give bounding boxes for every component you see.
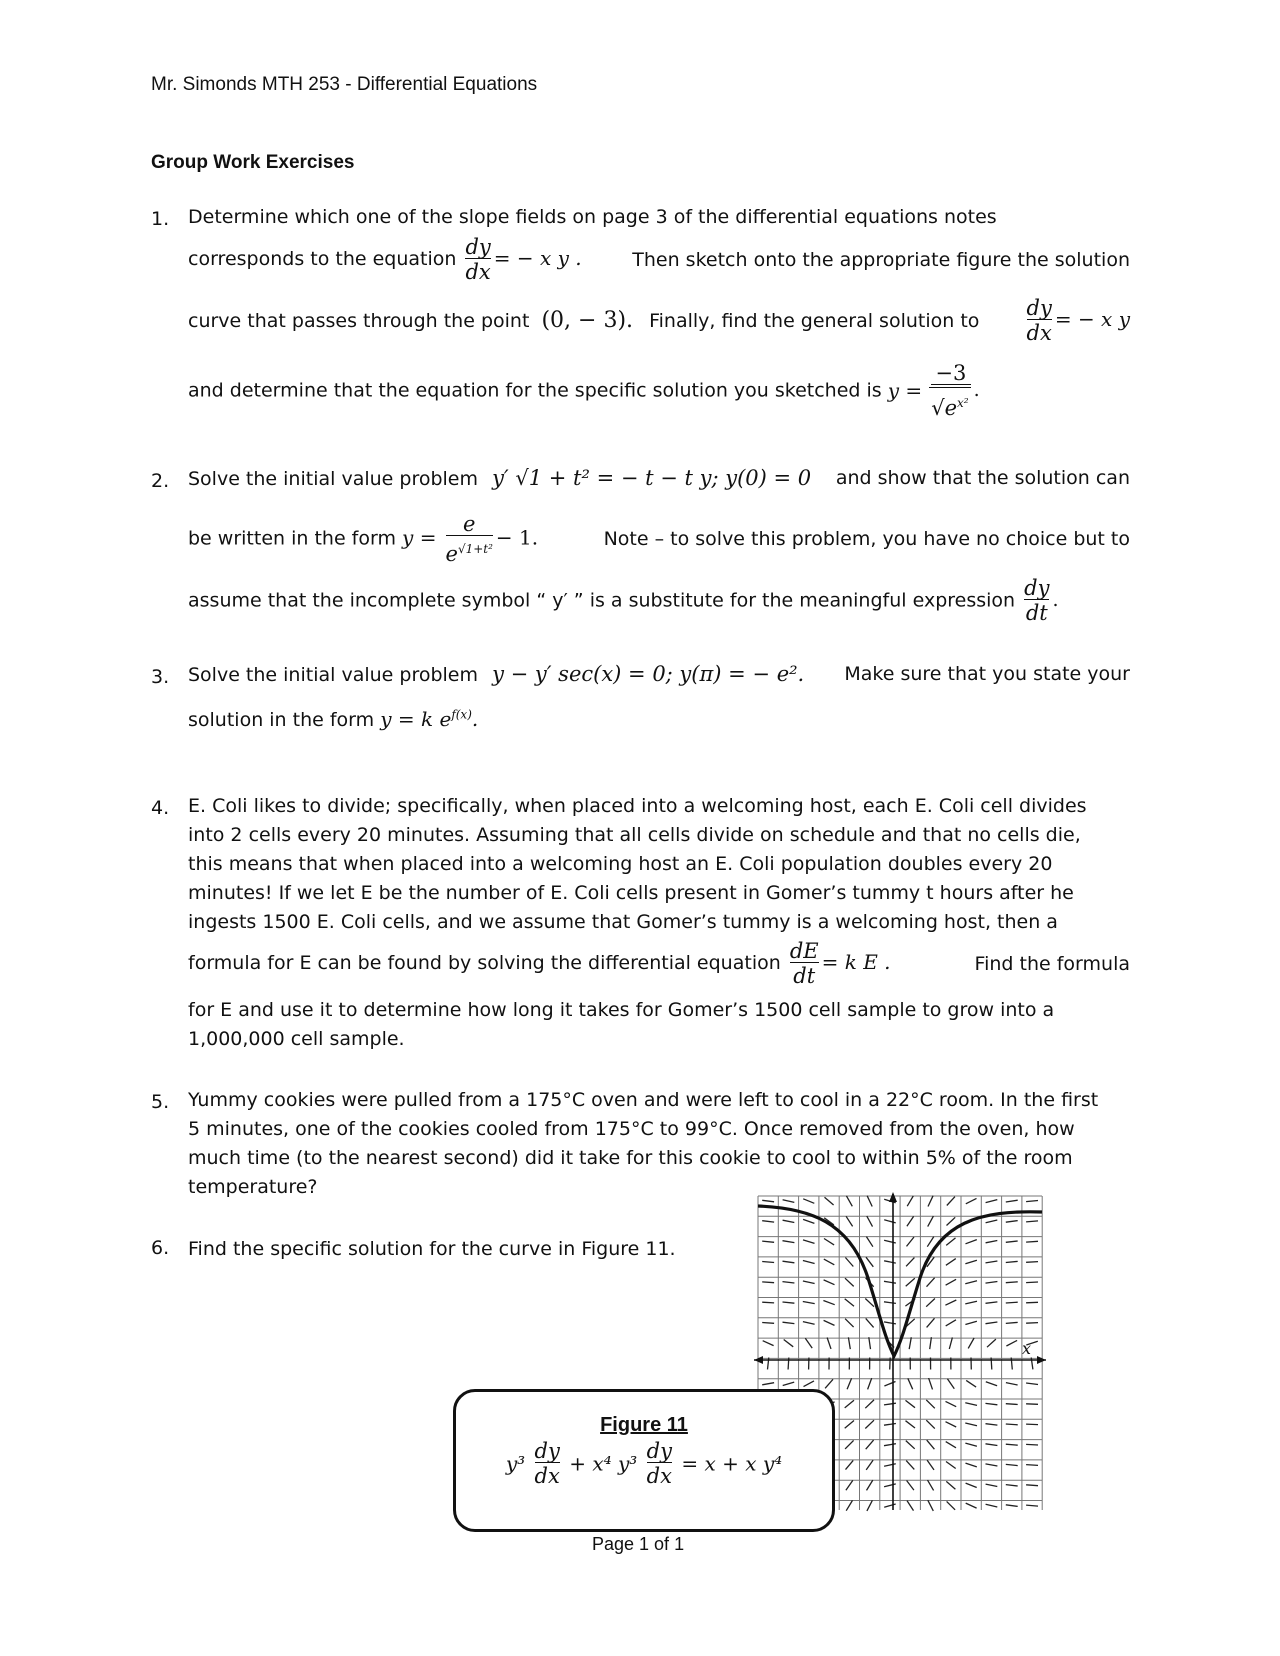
slope-segment (946, 1462, 956, 1469)
slope-segment (1026, 1424, 1038, 1425)
slope-segment (1026, 1465, 1038, 1466)
slope-segment (965, 1260, 977, 1264)
slope-segment (928, 1500, 934, 1511)
slope-segment (824, 1259, 835, 1265)
slope-segment (986, 1322, 998, 1324)
slope-segment (804, 1381, 815, 1387)
slope-segment (762, 1221, 774, 1222)
slope-segment (845, 1400, 854, 1408)
slope-segment (805, 1338, 812, 1348)
problem-number: 3. (151, 666, 170, 688)
slope-segment (846, 1500, 852, 1510)
slope-segment (986, 1382, 997, 1386)
slope-segment (783, 1282, 795, 1283)
slope-segment (868, 1378, 872, 1389)
slope-segment (947, 1501, 956, 1509)
text: Finally, find the general solution to (649, 310, 980, 332)
slope-segment (965, 1423, 977, 1426)
slope-segment (865, 1400, 874, 1408)
slope-segment (824, 1280, 835, 1285)
slope-segment (945, 1300, 956, 1305)
slope-segment (907, 1481, 914, 1491)
slope-segment (965, 1301, 977, 1304)
slope-segment (947, 1197, 955, 1206)
fraction-dy-dx: $\frac{dy}{dx}$ (1026, 296, 1052, 345)
slope-segment (762, 1282, 774, 1283)
text: E. Coli likes to divide; specifically, when placed into a welcoming host, each E. Coli cell divides (188, 795, 1087, 817)
slope-segment (884, 1484, 896, 1487)
slope-segment (867, 1216, 873, 1227)
problem-3-line-2 (188, 707, 1130, 731)
slope-segment (906, 1461, 914, 1470)
slope-segment (926, 1420, 935, 1428)
slope-segment (1026, 1262, 1038, 1263)
fraction-dE-dt: $\frac{dE}{dt}$ (789, 939, 819, 988)
fraction-dy-dx: $\frac{dy}{dx}$ (465, 235, 491, 284)
problem-4-line-5 (188, 911, 1130, 933)
slope-segment (986, 1220, 998, 1223)
ivp-equation: y′ √1 + t² = − t − t y; y(0) = 0 (492, 466, 812, 490)
problem-1-line-2 (188, 236, 1130, 283)
slope-segment (845, 1258, 853, 1267)
slope-segment (1006, 1424, 1018, 1425)
slope-segment (824, 1239, 834, 1245)
problem-4-line-6 (188, 940, 1130, 987)
slope-segment (1006, 1505, 1018, 1507)
slope-segment (823, 1301, 834, 1305)
slope-segment (965, 1403, 977, 1406)
equation-rhs: = k E . (821, 950, 891, 974)
slope-segment (946, 1481, 955, 1489)
slope-segment (866, 1440, 874, 1449)
slope-segment (1006, 1282, 1018, 1283)
slope-segment (965, 1443, 977, 1446)
slope-segment (986, 1241, 998, 1243)
slope-segment (884, 1281, 896, 1283)
problem-5-line-3 (188, 1147, 1130, 1169)
slope-segment (784, 1340, 794, 1347)
slope-segment (986, 1484, 998, 1486)
slope-segment (947, 1379, 954, 1389)
problem-4-line-1 (188, 795, 1130, 817)
slope-segment (928, 1216, 934, 1227)
slope-segment (846, 1480, 853, 1490)
slope-segment (909, 1337, 911, 1349)
y-equals: y = (402, 525, 437, 550)
course-header: Mr. Simonds MTH 253 - Differential Equations (151, 74, 538, 95)
slope-segment (968, 1338, 974, 1348)
slope-segment (783, 1302, 795, 1303)
slope-segment (907, 1216, 914, 1226)
slope-segment (866, 1257, 873, 1267)
equation-rhs: = − x y . (493, 246, 582, 270)
slope-segment (1026, 1485, 1038, 1486)
slope-segment (946, 1401, 957, 1406)
point: (0, − 3). (541, 308, 634, 333)
slope-segment (926, 1400, 935, 1408)
problem-1-line-1 (188, 206, 1130, 228)
solution-form: $\frac{e}{e^{√1+t^2}}$ (445, 512, 493, 566)
slope-segment (927, 1440, 935, 1449)
slope-segment (803, 1219, 814, 1223)
slope-segment (949, 1337, 952, 1349)
slope-segment (986, 1424, 998, 1425)
slope-segment (1006, 1464, 1018, 1465)
slope-segment (926, 1299, 935, 1307)
slope-segment (1006, 1200, 1018, 1202)
slope-segment (966, 1240, 977, 1244)
slope-segment (845, 1319, 854, 1327)
slope-segment (884, 1302, 896, 1304)
slope-segment (966, 1503, 977, 1508)
text: Note – to solve this problem, you have no choice but to (603, 528, 1130, 550)
text: Then sketch onto the appropriate figure the solution (632, 248, 1130, 271)
slope-segment (884, 1504, 896, 1507)
slope-segment (986, 1403, 998, 1404)
slope-segment (803, 1240, 815, 1244)
x-axis-arrow (1037, 1356, 1046, 1364)
slope-segment (986, 1282, 998, 1284)
slope-segment (986, 1444, 998, 1446)
slope-segment (906, 1400, 916, 1407)
text: for E and use it to determine how long it takes for Gomer’s 1500 cell sample to grow into a (188, 999, 1055, 1021)
slope-segment (783, 1261, 795, 1263)
problem-5-line-1 (188, 1089, 1130, 1111)
fraction-dy-dt: $\frac{dy}{dt}$ (1024, 576, 1050, 625)
slope-segment (1026, 1282, 1038, 1283)
slope-segment (866, 1460, 873, 1470)
slope-segment (803, 1302, 815, 1304)
slope-segment (824, 1320, 835, 1325)
slope-segment (986, 1261, 998, 1263)
slope-segment (846, 1216, 853, 1226)
slope-segment (867, 1196, 872, 1207)
ivp-equation: y − y′ sec(x) = 0; y(π) = − e². (492, 662, 805, 686)
slope-segment (762, 1383, 774, 1385)
problem-number: 2. (151, 470, 170, 492)
slope-segment (946, 1259, 956, 1266)
problem-2-line-2 (188, 513, 1130, 565)
problem-1-line-4: and determine that the equation for the specific solution you sketched is y = $\frac{-3}{√e^{x^2}}$ . (188, 361, 980, 420)
slope-segment (865, 1299, 874, 1307)
slope-segment (847, 1378, 852, 1389)
slope-segment (907, 1237, 915, 1246)
slope-segment (884, 1424, 896, 1426)
slope-segment (966, 1483, 977, 1487)
slope-segment (1026, 1221, 1038, 1222)
text: temperature? (188, 1176, 318, 1198)
slope-segment (946, 1320, 956, 1326)
slope-segment (803, 1281, 815, 1284)
y-equals: y = (887, 378, 923, 403)
text: corresponds to the equation (188, 248, 457, 270)
slope-segment (762, 1302, 774, 1303)
y-axis-arrow (889, 1192, 897, 1202)
text: be written in the form (188, 527, 396, 550)
slope-segment (884, 1240, 896, 1243)
slope-segment (1006, 1383, 1018, 1385)
slope-segment (929, 1378, 933, 1389)
slope-segment (783, 1200, 795, 1203)
text: much time (to the nearest second) did it take for this cookie to cool to within 5% of the room (188, 1147, 1073, 1169)
slope-segment (930, 1337, 932, 1349)
slope-segment (1006, 1404, 1018, 1405)
slope-segment (845, 1299, 854, 1307)
text: ingests 1500 E. Coli cells, and we assume that Gomer’s tummy is a welcoming host, then a (188, 911, 1058, 933)
slope-segment (965, 1321, 977, 1324)
slope-segment (906, 1278, 915, 1286)
slope-segment (966, 1380, 976, 1387)
text: 1,000,000 cell sample. (188, 1028, 405, 1050)
problem-number: 6. (151, 1237, 170, 1259)
slope-segment (986, 1504, 998, 1507)
slope-segment (928, 1196, 933, 1207)
problem-4-line-2 (188, 824, 1130, 846)
slope-segment (869, 1337, 871, 1349)
slope-segment (803, 1261, 815, 1264)
slope-segment (884, 1464, 896, 1466)
slope-segment (1006, 1322, 1018, 1323)
text: curve that passes through the point (188, 310, 530, 332)
text: and determine that the equation for the specific solution you sketched is (188, 379, 882, 402)
slope-segment (907, 1501, 914, 1511)
slope-segment (845, 1278, 854, 1286)
slope-segment (946, 1238, 955, 1246)
problem-number: 5. (151, 1091, 170, 1113)
text: Find the formula (974, 952, 1130, 975)
slope-segment (907, 1196, 913, 1206)
figure-caption: Figure 11 (600, 1414, 688, 1436)
text: this means that when placed into a welcoming host an E. Coli population doubles every 20 (188, 853, 1053, 875)
slope-segment (1006, 1444, 1018, 1445)
text: 5 minutes, one of the cookies cooled from 175°C to 99°C. Once removed from the oven, how (188, 1118, 1075, 1140)
slope-segment (1026, 1404, 1038, 1405)
section-title: Group Work Exercises (151, 152, 355, 173)
text: minutes! If we let E be the number of E. Coli cells present in Gomer’s tummy t hours after he (188, 882, 1074, 904)
slope-segment (803, 1322, 815, 1325)
slope-segment (986, 1200, 998, 1203)
slope-segment (906, 1258, 914, 1267)
slope-segment (1006, 1340, 1017, 1346)
slope-segment (927, 1318, 935, 1327)
slope-segment (927, 1460, 934, 1470)
slope-segment (783, 1382, 795, 1385)
text: solution in the form (188, 709, 375, 731)
slope-segment (825, 1197, 834, 1205)
slope-segment (928, 1480, 934, 1490)
text: assume that the incomplete symbol “ y′ ” is a substitute for the meaningful expression (188, 589, 1016, 612)
x-axis-label: x (1022, 1339, 1032, 1358)
slope-segment (906, 1421, 916, 1428)
slope-segment (1006, 1261, 1018, 1262)
slope-segment (762, 1262, 774, 1263)
slope-segment (906, 1441, 915, 1449)
problem-2-line-3: assume that the incomplete symbol “ y′ ” is a substitute for the meaningful expression $\frac{dy}{dt}$ . (188, 576, 1059, 625)
problem-number: 4. (151, 797, 170, 819)
problem-1-line-3 (188, 297, 1130, 344)
slope-segment (845, 1421, 854, 1429)
figure-caption-box (453, 1389, 835, 1532)
slope-segment (884, 1382, 895, 1387)
slope-segment (846, 1196, 852, 1207)
slope-segment (867, 1500, 873, 1511)
slope-segment (762, 1241, 774, 1242)
slope-segment (987, 1339, 996, 1347)
slope-segment (884, 1322, 896, 1324)
slope-segment (803, 1199, 814, 1204)
slope-segment (884, 1220, 896, 1223)
slope-segment (783, 1220, 795, 1222)
slope-segment (908, 1378, 913, 1389)
slope-segment (866, 1237, 873, 1247)
text: Solve the initial value problem (188, 664, 479, 686)
slope-segment (762, 1200, 774, 1202)
slope-segment (1026, 1383, 1038, 1385)
slope-segment (865, 1420, 874, 1428)
slope-segment (884, 1261, 896, 1263)
text: formula for E can be found by solving the differential equation (188, 952, 781, 974)
problem-4-line-8 (188, 1028, 1130, 1050)
slope-segment (884, 1444, 896, 1446)
text: Solve the initial value problem (188, 468, 479, 490)
slope-segment (966, 1198, 977, 1203)
slope-segment (867, 1480, 873, 1490)
slope-segment (966, 1463, 977, 1467)
slope-segment (848, 1337, 850, 1349)
slope-segment (1006, 1302, 1018, 1303)
slope-segment (762, 1323, 774, 1324)
solution-form: y = k $e^{f(x)}$. (380, 707, 479, 731)
problem-number: 1. (151, 208, 170, 230)
slope-segment (927, 1237, 934, 1247)
slope-segment (783, 1241, 795, 1243)
slope-segment (986, 1464, 998, 1466)
problem-4-line-3 (188, 853, 1130, 875)
slope-segment (866, 1318, 874, 1327)
text: Make sure that you state your (844, 663, 1130, 685)
text: Determine which one of the slope fields on page 3 of the differential equations notes (188, 206, 997, 228)
problem-4-line-7 (188, 999, 1130, 1021)
slope-segment (825, 1379, 833, 1388)
page-number: Page 1 of 1 (592, 1534, 685, 1554)
text: into 2 cells every 20 minutes. Assuming that all cells divide on schedule and that no cells die, (188, 824, 1081, 846)
slope-segment (1006, 1485, 1018, 1486)
slope-segment (1026, 1323, 1038, 1324)
problem-5-line-2 (188, 1118, 1130, 1140)
slope-segment (1026, 1201, 1038, 1202)
slope-segment (1026, 1241, 1038, 1242)
specific-solution: $\frac{-3}{√e^{x^2}}$ (931, 361, 969, 420)
slope-segment (845, 1440, 854, 1449)
slope-segment (986, 1302, 998, 1303)
slope-segment (763, 1341, 774, 1346)
slope-segment (1026, 1444, 1038, 1445)
equation-rhs: = − x y (1054, 307, 1130, 331)
slope-segment (1006, 1241, 1018, 1242)
slope-segment (827, 1338, 831, 1349)
problem-2-line-1 (188, 466, 1130, 490)
slope-segment (946, 1279, 957, 1285)
slope-segment (783, 1322, 795, 1323)
slope-segment (1006, 1221, 1018, 1223)
slope-segment (965, 1281, 977, 1284)
text: and show that the solution can (835, 467, 1130, 489)
slope-segment (884, 1403, 896, 1405)
solution-tail: − 1. (495, 525, 539, 550)
slope-segment (846, 1460, 854, 1469)
slope-segment (927, 1278, 935, 1287)
slope-segment (1026, 1505, 1038, 1506)
slope-segment (1026, 1302, 1038, 1303)
problem-3-line-1 (188, 662, 1130, 686)
slope-segment (947, 1217, 956, 1225)
problem-6-text: Find the specific solution for the curve in Figure 11. (188, 1238, 676, 1260)
slope-segment (946, 1442, 956, 1448)
slope-segment (946, 1422, 957, 1427)
figure-equation: y³ $\frac{dy}{dx}$ + x⁴ y³ $\frac{dy}{dx}$ = x + x y⁴ (505, 1439, 783, 1488)
text: Yummy cookies were pulled from a 175°C oven and were left to cool in a 22°C room. In the first (188, 1089, 1099, 1111)
problem-4-line-4 (188, 882, 1130, 904)
